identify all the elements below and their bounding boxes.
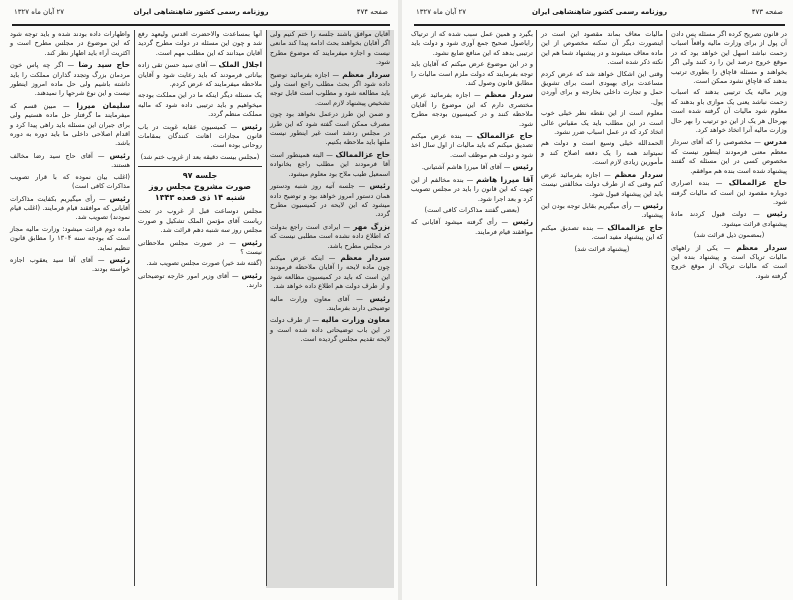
speech-text: — یکی از راههای مالیات تریاک است و پیشنهاد بنده این است که مالیات تریاک از موقع خروج گرفته شود. bbox=[671, 243, 787, 280]
speech-paragraph bbox=[541, 70, 663, 108]
speaker-name: سردار معظم bbox=[736, 242, 787, 252]
speaker-name: سردار معظم bbox=[342, 69, 390, 79]
speech-text: آنها بمساعدت والاحضرت اقدس ولیعهد رفع شد و چون این مسئله در دولت مطرح گردید آقایان میدانند که این مطلب مهم است. bbox=[138, 30, 262, 57]
speaker-name: سلیمان میرزا bbox=[76, 100, 130, 110]
speaker-name: حاج سید رضا bbox=[78, 60, 130, 70]
speech-paragraph bbox=[270, 294, 390, 314]
speech-text: — مبین قسم که میفرمایند ما گرفتار حل ماده هستیم ولی برای جبران این مسئله باید راهی پیدا کرد و اقدام اصلاحی داخلی ما باید دوره به دوره باشد. bbox=[10, 101, 130, 148]
session-heading bbox=[138, 166, 262, 203]
speaker-name: رئیس bbox=[241, 121, 262, 131]
speech-text: — اینکه عرض میکنم چون ماده لایحه را آقایان ملاحظه فرمودند این است که باید در کمیسیون مطالعه شود و از طرف دولت هم اطلاع داده خواهد شد. bbox=[270, 253, 390, 291]
speech-text: — مخصوصی را که آقای سردار معظم معنی فرمودند اینطور نیست که مخصوص کسی در این مسئله که گفتند پیشنهاد شده است بنده هم موافقم. bbox=[671, 138, 787, 175]
speech-paragraph bbox=[411, 60, 533, 88]
speaker-name: اجلال الملک bbox=[218, 60, 262, 70]
speech-text: آقایان موافق باشند جلسه را ختم کنیم ولی اگر آقایان بخواهند بحث ادامه پیدا کند مانعی نیست و اجازه میفرمایند که موضوع مطرح شود. bbox=[270, 30, 390, 67]
speech-text: مجلس دوساعت قبل از غروب در تحت ریاست آقای مؤتمن الملک تشکیل و صورت مجلس روز سه شنبه دهم قرائت شد. bbox=[138, 207, 262, 235]
column bbox=[537, 30, 667, 588]
speech-paragraph bbox=[10, 255, 130, 275]
column bbox=[266, 30, 394, 588]
speaker-name: حاج عزالممالک bbox=[335, 149, 390, 159]
gazette-title: روزنامه رسمی کشور شاهنشاهی ایران bbox=[532, 8, 667, 16]
speaker-name: رئیس bbox=[512, 217, 533, 227]
speech-text: — رأی میگیریم بکفایت مذاکرات آقایانی که موافقند قیام فرمایند. (اغلب قیام نمودند) تصویب شد. bbox=[10, 194, 130, 222]
speech-text: واظهارات داده بودند شده و باید توجه شود که این موضوع در مجلس مطرح است و اکثریت آراء باید اظهار نظر کند. bbox=[10, 30, 130, 57]
speech-text: و در این موضوع عرض میکنم که آقایان باید توجه بفرمایند که دولت ملزم است مالیات را مطابق قانون وصول کند. bbox=[411, 60, 533, 88]
speech-paragraph bbox=[270, 150, 390, 179]
speech-text: — اگر چه پاس خون مردمان بزرگ وتجدد گذاران مملکت را باید داشته باشیم ولی حل ماده امروز اینطور نیست و این نوع شرحها را نمیدهند. bbox=[10, 61, 130, 98]
column-divider bbox=[134, 30, 135, 586]
column-divider bbox=[266, 30, 267, 586]
speech-paragraph bbox=[541, 109, 663, 137]
speech-paragraph bbox=[138, 238, 262, 258]
page-header bbox=[14, 8, 388, 22]
speaker-name: حاج عزالممالک bbox=[728, 178, 787, 188]
speech-text: — بنده مخالفم از این جهت که این قانون را باید در مجلس تصویب کرد و بعد اجرا شود. bbox=[411, 175, 533, 203]
speech-paragraph bbox=[270, 70, 390, 109]
speech-paragraph bbox=[138, 207, 262, 235]
speech-paragraph bbox=[138, 122, 262, 151]
speaker-name: بزرگ مهر bbox=[353, 221, 390, 231]
column bbox=[407, 30, 537, 588]
speech-text: (گفته شد خیر) صورت مجلس تصویب شد. bbox=[146, 259, 262, 268]
speech-text: و ضمن این طرز درعمل نخواهد بود چون مصرف ممکن است گفته شود که این طرز در مجلس ردشد است غیر اینطور نیست ملتها باید ملاحظه بکنیم. bbox=[270, 110, 390, 147]
speech-text: وقتی این اشکال خواهد شد که عرض کردم مساعدت برای بهبودی است برای تشویق حمل و تجارت داخلی بخارجه و برای آوردن پول. bbox=[541, 69, 663, 106]
speech-text: (اغلب بیان نموده که با قرار تصویب مذاکرات کافی است) bbox=[10, 172, 130, 191]
speech-paragraph bbox=[10, 151, 130, 171]
right-page bbox=[402, 0, 793, 600]
speech-text: — رأی میگیریم بقابل توجه بودن این پیشنهاد. bbox=[541, 201, 663, 220]
speaker-name: رئیس bbox=[241, 270, 262, 280]
procedural-note: (بمضمون ذیل قرائت شد) bbox=[693, 231, 765, 240]
speech-paragraph bbox=[671, 30, 787, 86]
column bbox=[667, 30, 791, 588]
speech-paragraph bbox=[270, 181, 390, 220]
speech-paragraph bbox=[411, 162, 533, 172]
speech-paragraph bbox=[10, 30, 130, 58]
speech-text: — اجازه بفرمائید توضیح داده شود اگر بحث مطلب راجع است ولی باید مطالعه شود و مطلوب است قابل توجه تشخیص پیشنهاد لازم است. bbox=[270, 70, 390, 107]
speech-text: معلوم است از این نقطه نظر خیلی خوب است در این مطلب باید یک مقیاس عالی اتخاذ کرد که در عمل اسباب ضرر نشود. bbox=[541, 109, 663, 137]
speaker-name: سردار معظم bbox=[484, 90, 533, 100]
speech-text: در قانون تصریح کرده اگر مسئله پس دادن آن پول از برای وزارت مالیه واقعاً اسباب زحمت نباشد اسهل این خواهد بود که در موقع خروج درصد این را رد کنند ولی اگر بخواهند و مسئله قاچاق را بطوری ترتیب بدهند که قاچاق نشود ممکن است. bbox=[671, 30, 787, 86]
speech-text: مالیات معاف بماند مقصود این است در اینصورت دیگر آن سکنه مخصوص از این ماده معاف میشوند و در پیشنهاد شما هم این نکته ذکر شده است. bbox=[541, 30, 663, 67]
issue-date: ۲۷ آبان ماه ۱۳۲۷ bbox=[14, 8, 64, 16]
speaker-name: رئیس bbox=[766, 209, 787, 219]
speech-paragraph bbox=[541, 201, 663, 221]
speaker-name: رئیس bbox=[109, 150, 130, 160]
speech-text: وزیر مالیه یک ترتیبی بدهند که اسباب زحمت نباشد یعنی یک موازی باو بدهند که معلوم شود مالیات آن گرفته شده است بهرحال هر یک از این دو ترتیب را بهر حال وزارت مالیه آنرا اتخاذ خواهد کرد. bbox=[671, 88, 787, 135]
speaker-name: سردار معظم bbox=[614, 169, 663, 179]
speech-text: — بنده عرض میکنم تصدیق میکنم که باید مالیات از اول سال اخذ شود و دولت هم موظف است. bbox=[411, 132, 533, 159]
column bbox=[6, 30, 134, 588]
speech-paragraph bbox=[270, 222, 390, 251]
speaker-name: رئیس bbox=[369, 181, 390, 191]
speech-paragraph bbox=[411, 30, 533, 58]
speaker-name: سردار معظم bbox=[340, 252, 390, 262]
page-number: صفحه ۴۷۳ bbox=[751, 8, 783, 16]
column bbox=[134, 30, 266, 588]
speech-paragraph bbox=[411, 90, 533, 129]
speech-text: — اجازه بفرمائید عرض کنم وقتی که از طرف دولت مخالفتی نیست باید این پیشنهاد قبول شود. bbox=[541, 170, 663, 198]
speech-paragraph bbox=[138, 91, 262, 119]
speech-text: بگیرد و همین عمل سبب شده که از ترتیاک رایاصول صحیح جمع آوری شود و دولت باید ترتیبی بدهد که این منافع ضایع نشود. bbox=[411, 30, 533, 57]
speech-paragraph bbox=[541, 170, 663, 199]
speech-paragraph bbox=[671, 209, 787, 229]
gazette-title: روزنامه رسمی کشور شاهنشاهی ایران bbox=[133, 8, 269, 16]
speech-paragraph bbox=[671, 88, 787, 135]
speaker-name: رئیس bbox=[512, 162, 533, 172]
speech-paragraph bbox=[541, 139, 663, 167]
page-header bbox=[416, 8, 783, 22]
speech-paragraph bbox=[541, 223, 663, 243]
speech-text: — از طرف دولت در این باب توضیحاتی داده شده است و لایحه تقدیم مجلس گردیده است. bbox=[270, 316, 390, 344]
speech-text: الحمدالله خیلی وسیع است و دولت هم نمیتواند همه را یک دفعه اصلاح کند و مأمورین زیادی لازم است. bbox=[541, 139, 663, 167]
speech-text: — آقای آقا میرزا هاشم آشتیانی. bbox=[421, 163, 511, 172]
speech-text: — بنده اصراری دوباره مقصود این است که مالیات گرفته شود. bbox=[671, 179, 787, 206]
column-divider bbox=[666, 30, 667, 586]
speech-text: — ایرادی است راجع بدولت که اطلاع داده نشده است مطلبی نیست که در مجلس مطرح باشد. bbox=[270, 222, 390, 250]
speech-paragraph bbox=[671, 243, 787, 282]
speech-paragraph bbox=[270, 253, 390, 292]
speech-text: — اجازه بفرمائید عرض مختصری دارم که این موضوع را آقایان ملاحظه کنند و در کمیسیون بودجه مطرح شود. bbox=[411, 91, 533, 128]
procedural-note: (پیشنهاد قرائت شد) bbox=[574, 244, 630, 253]
speech-text: یک مسئله دیگر اینکه ما در این مملکت بودجه میخواهیم و باید ترتیبی داده شود که مالیه مملکت منظم گردد. bbox=[138, 91, 262, 119]
speaker-name: رئیس bbox=[642, 200, 663, 210]
speaker-name: رئیس bbox=[241, 237, 262, 247]
speech-paragraph bbox=[411, 217, 533, 237]
page-number: صفحه ۴۷۴ bbox=[356, 8, 388, 16]
speech-paragraph bbox=[10, 225, 130, 253]
speech-text: — کمیسیون عقایه غوبت در باب قانون مجازات اهانت کنندگان بمقامات روحانی بوده است. bbox=[138, 122, 262, 150]
speech-text: — البته همینطور است آقا فرمودند این مطلب راجع بخانواده اسمعیل طیب ملاح بود معلوم میشود. bbox=[270, 150, 390, 178]
speech-paragraph bbox=[671, 137, 787, 176]
speech-paragraph bbox=[541, 30, 663, 68]
speaker-name: حاج عزالممالک bbox=[607, 222, 663, 232]
speech-text: — رأی گرفته میشود آقایانی که موافقند قیام فرمایند. bbox=[411, 218, 533, 236]
speaker-name: رئیس bbox=[109, 254, 130, 264]
speaker-name: رئیس bbox=[109, 193, 130, 203]
speech-text: — آقای معاون وزارت مالیه توضیحی دارند بفرمایند. bbox=[270, 294, 390, 312]
speech-text: — آقای آقا سید یعقوب اجازه خواسته بودند. bbox=[10, 255, 130, 274]
speech-paragraph bbox=[138, 259, 262, 268]
speaker-name: حاج عزالممالک bbox=[476, 131, 533, 141]
speech-paragraph bbox=[138, 30, 262, 58]
speaker-name: رئیس bbox=[369, 293, 390, 303]
session-subtitle: صورت مشروح مجلس روز شنبه ۱۴ ذی قعده ۱۳۴۳ bbox=[148, 182, 252, 203]
speech-paragraph bbox=[270, 315, 390, 344]
speech-text: — آقای سید حسن تقی زاده بیاناتی فرمودند که باید رعایت شود و آقایان ملاحظه میفرمایند که عرض کردم. bbox=[138, 61, 262, 89]
speech-text: — دولت قبول کردند مادهٔ پیشنهادی قرائت میشود. bbox=[671, 210, 787, 228]
speech-text: ماده دوم قرائت میشود: وزارت مالیه مجاز است که بودجه سنه ۱۳۰۴ را مطابق قانون تنظیم نماید. bbox=[10, 224, 130, 252]
speech-paragraph bbox=[10, 194, 130, 223]
speaker-name: مدرس bbox=[763, 137, 787, 147]
session-number: جلسه ۹۷ bbox=[182, 171, 218, 181]
speech-paragraph bbox=[671, 178, 787, 207]
procedural-note: (مجلس بیست دقیقه بعد از غروب ختم شد) bbox=[140, 152, 260, 161]
procedural-note: (بعضی گفتند مذاکرات کافی است) bbox=[424, 205, 520, 214]
speech-paragraph bbox=[270, 110, 390, 148]
speech-paragraph bbox=[411, 175, 533, 204]
speech-paragraph bbox=[270, 30, 390, 68]
header-rule bbox=[414, 24, 785, 26]
column-divider bbox=[536, 30, 537, 586]
speech-text: — آقای وزیر امور خارجه توضیحاتی دارند. bbox=[138, 271, 262, 290]
issue-date: ۲۷ آبان ماه ۱۳۲۷ bbox=[416, 8, 466, 16]
speaker-name: آقا میرزا هاشم bbox=[476, 174, 533, 184]
speech-paragraph bbox=[138, 60, 262, 89]
speech-text: — آقای حاج سید رضا مخالف هستند. bbox=[10, 151, 130, 170]
speech-paragraph bbox=[138, 271, 262, 291]
speech-paragraph bbox=[411, 131, 533, 160]
speech-paragraph bbox=[10, 60, 130, 99]
speech-paragraph bbox=[10, 101, 130, 149]
speech-text: — جلسه آتیه روز شنبه ودستور همان دستور امروز خواهد بود و توضیح داده میشود که این لایحه در کمیسیون مطرح گردد. bbox=[270, 182, 390, 219]
speaker-name: معاون وزارت مالیه bbox=[321, 315, 390, 325]
speech-text: — بنده تصدیق میکنم که این پیشنهاد مفید است. bbox=[541, 223, 663, 242]
speech-text: — در صورت مجلس ملاحظاتی نیست ؟ bbox=[138, 238, 262, 256]
speech-paragraph bbox=[10, 173, 130, 192]
header-rule bbox=[12, 24, 390, 26]
